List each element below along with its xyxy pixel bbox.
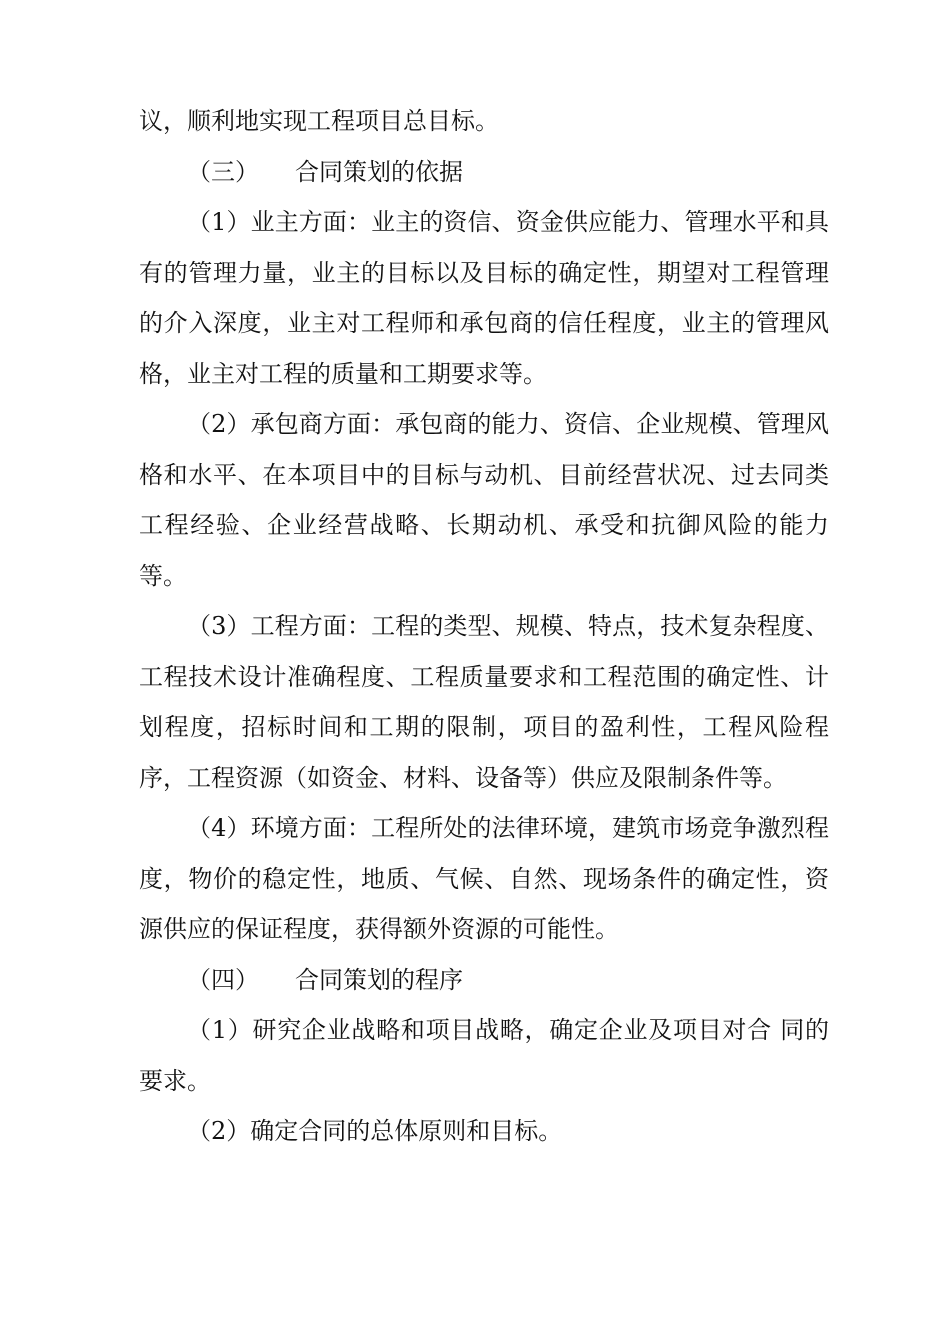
section-heading-4	[139, 955, 829, 1006]
section-title: 合同策划的依据	[295, 157, 463, 186]
section-number: （四）	[187, 965, 259, 994]
section-heading-3	[139, 147, 829, 198]
paragraph-project: （3）工程方面：工程的类型、规模、特点，技术复杂程度、工程技术设计准确程度、工程质量要求和工程范围的确定性、计划程度，招标时间和工期的限制，项目的盈利性，工程风险程序，工程资源（如资金、材料、设备等）供应及限制条件等。	[139, 612, 829, 792]
paragraph-environment: （4）环境方面：工程所处的法律环境，建筑市场竞争激烈程度，物价的稳定性，地质、气候、自然、现场条件的确定性，资源供应的保证程度，获得额外资源的可能性。	[139, 814, 829, 943]
section-title: 合同策划的程序	[295, 965, 463, 994]
paragraph-step-1: （1）研究企业战略和项目战略，确定企业及项目对合 同的要求。	[139, 1016, 829, 1095]
paragraph-step-2: （2）确定合同的总体原则和目标。	[187, 1117, 563, 1145]
paragraph-owner: （1）业主方面：业主的资信、资金供应能力、管理水平和具有的管理力量，业主的目标以及目标的确定性，期望对工程管理的介入深度，业主对工程师和承包商的信任程度，业主的管理风格，业主对工程的质量和工期要求等。	[139, 208, 829, 388]
document-page	[139, 96, 829, 1157]
lead-paragraph: 议，顺利地实现工程项目总目标。	[139, 107, 499, 135]
section-number: （三）	[187, 157, 259, 186]
paragraph-contractor: （2）承包商方面：承包商的能力、资信、企业规模、管理风格和水平、在本项目中的目标与动机、目前经营状况、过去同类工程经验、企业经营战略、长期动机、承受和抗御风险的能力等。	[139, 410, 829, 590]
